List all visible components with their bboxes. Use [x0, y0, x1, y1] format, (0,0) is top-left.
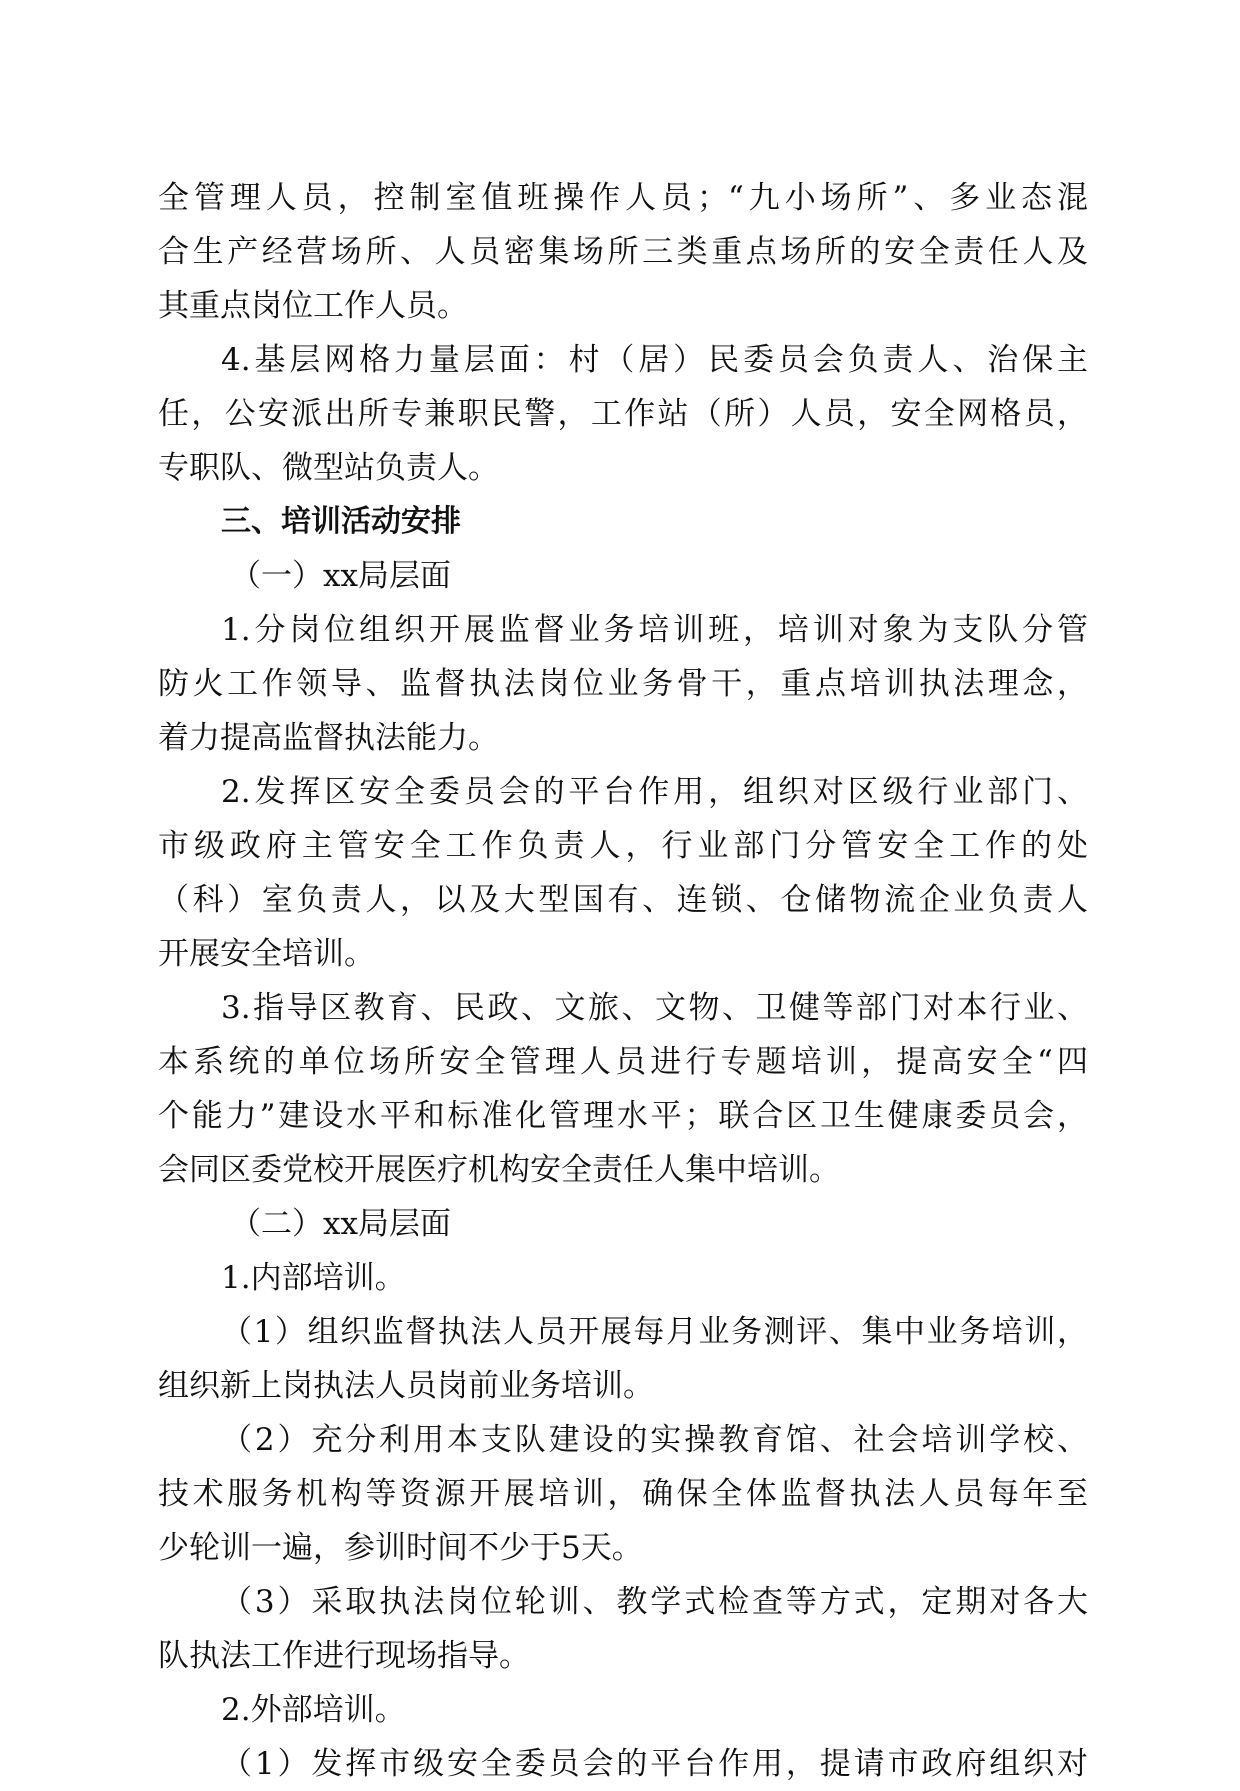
- text-line: （1）发挥市级安全委员会的平台作用，提请市政府组织对: [221, 1746, 1088, 1782]
- text-line: 开展安全培训。: [158, 936, 375, 972]
- text-line: 着力提高监督执法能力。: [158, 720, 499, 756]
- text-line: 组织新上岗执法人员岗前业务培训。: [158, 1368, 654, 1404]
- subsection-heading: （二）xx局层面: [230, 1206, 451, 1242]
- text-line: 个能力”建设水平和标准化管理水平；联合区卫生健康委员会，: [158, 1098, 1088, 1134]
- text-line: 任，公安派出所专兼职民警，工作站（所）人员，安全网格员，: [158, 396, 1088, 432]
- text-line: （1）组织监督执法人员开展每月业务测评、集中业务培训，: [221, 1314, 1088, 1350]
- text-line: 技术服务机构等资源开展培训，确保全体监督执法人员每年至: [158, 1476, 1088, 1512]
- section-heading: 三、培训活动安排: [221, 504, 461, 539]
- text-line: 4.基层网格力量层面：村（居）民委员会负责人、治保主: [221, 342, 1088, 378]
- text-line: 3.指导区教育、民政、文旅、文物、卫健等部门对本行业、: [221, 990, 1088, 1026]
- text-line: 市级政府主管安全工作负责人，行业部门分管安全工作的处: [158, 828, 1088, 864]
- text-line: 防火工作领导、监督执法岗位业务骨干，重点培训执法理念，: [158, 666, 1088, 702]
- text-line: 专职队、微型站负责人。: [158, 450, 499, 486]
- text-line: （3）采取执法岗位轮训、教学式检查等方式，定期对各大: [221, 1584, 1088, 1620]
- text-line: 2.外部培训。: [221, 1692, 406, 1728]
- text-line: 其重点岗位工作人员。: [158, 288, 468, 324]
- text-line: 本系统的单位场所安全管理人员进行专题培训，提高安全“四: [158, 1044, 1088, 1080]
- text-line: 全管理人员，控制室值班操作人员；“九小场所”、多业态混: [158, 180, 1088, 216]
- text-line: 1.分岗位组织开展监督业务培训班，培训对象为支队分管: [221, 612, 1088, 648]
- text-line: 会同区委党校开展医疗机构安全责任人集中培训。: [158, 1152, 840, 1188]
- subsection-heading: （一）xx局层面: [230, 558, 451, 594]
- text-line: 1.内部培训。: [221, 1260, 406, 1296]
- text-line: 少轮训一遍，参训时间不少于5天。: [158, 1530, 643, 1566]
- text-line: （科）室负责人，以及大型国有、连锁、仓储物流企业负责人: [158, 882, 1088, 918]
- text-line: 2.发挥区安全委员会的平台作用，组织对区级行业部门、: [221, 774, 1088, 810]
- text-line: 队执法工作进行现场指导。: [158, 1638, 530, 1674]
- text-line: （2）充分利用本支队建设的实操教育馆、社会培训学校、: [221, 1422, 1088, 1458]
- text-line: 合生产经营场所、人员密集场所三类重点场所的安全责任人及: [158, 234, 1088, 270]
